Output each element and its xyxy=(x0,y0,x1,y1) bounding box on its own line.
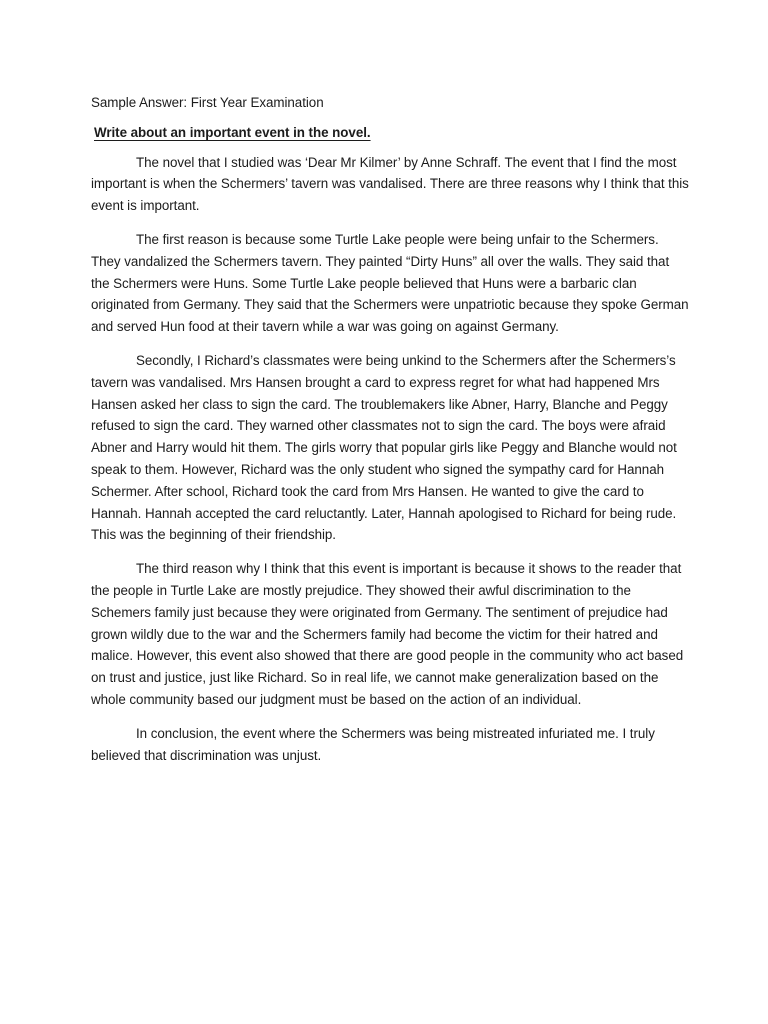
document-body xyxy=(91,92,689,778)
document-label: Sample Answer: First Year Examination xyxy=(91,95,324,110)
question-heading: Write about an important event in the novel. xyxy=(94,124,371,140)
paragraph-second-reason: Secondly, I Richard’s classmates were being unkind to the Schermers after the Schermers’s tavern was vandalised. Mrs Hansen brought a card to express regret for what had happened Mrs Hansen asked her class to sign the card. The troublemakers like Abner, Harry, Blanche and Peggy refused to sign the card. They warned other classmates not to sign the card. The boys were afraid Abner and Harry would hit them. The girls worry that popular girls like Peggy and Blanche would not speak to them. However, Richard was the only student who signed the sympathy card for Hannah Schermer. After school, Richard took the card from Mrs Hansen. He wanted to give the card to Hannah. Hannah accepted the card reluctantly. Later, Hannah apologised to Richard for being rude. This was the beginning of their friendship. xyxy=(91,352,677,543)
paragraph-conclusion: In conclusion, the event where the Schermers was being mistreated infuriated me. I truly believed that discrimination was unjust. xyxy=(91,725,655,763)
paragraph-third-reason: The third reason why I think that this event is important is because it shows to the reader that the people in Turtle Lake are mostly prejudice. They showed their awful discrimination to the Schemers family just because they were originated from Germany. The sentiment of prejudice had grown wildly due to the war and the Schermers family had become the victim for their hatred and malice. However, this event also showed that there are good people in the community who act based on trust and justice, just like Richard. So in real life, we cannot make generalization based on the whole community based our judgment must be based on the action of an individual. xyxy=(91,561,684,707)
paragraph-first-reason: The first reason is because some Turtle Lake people were being unfair to the Schermers. They vandalized the Schermers tavern. They painted “Dirty Huns” all over the walls. They said that the Schermers were Huns. Some Turtle Lake people believed that Huns were a barbaric clan originated from Germany. They said that the Schermers were unpatriotic because they spoke German and served Hun food at their tavern while a war was going on against Germany. xyxy=(91,231,689,335)
paragraph-introduction: The novel that I studied was ‘Dear Mr Kilmer’ by Anne Schraff. The event that I find the most important is when the Schermers’ tavern was vandalised. There are three reasons why I think that this event is important. xyxy=(91,154,689,214)
